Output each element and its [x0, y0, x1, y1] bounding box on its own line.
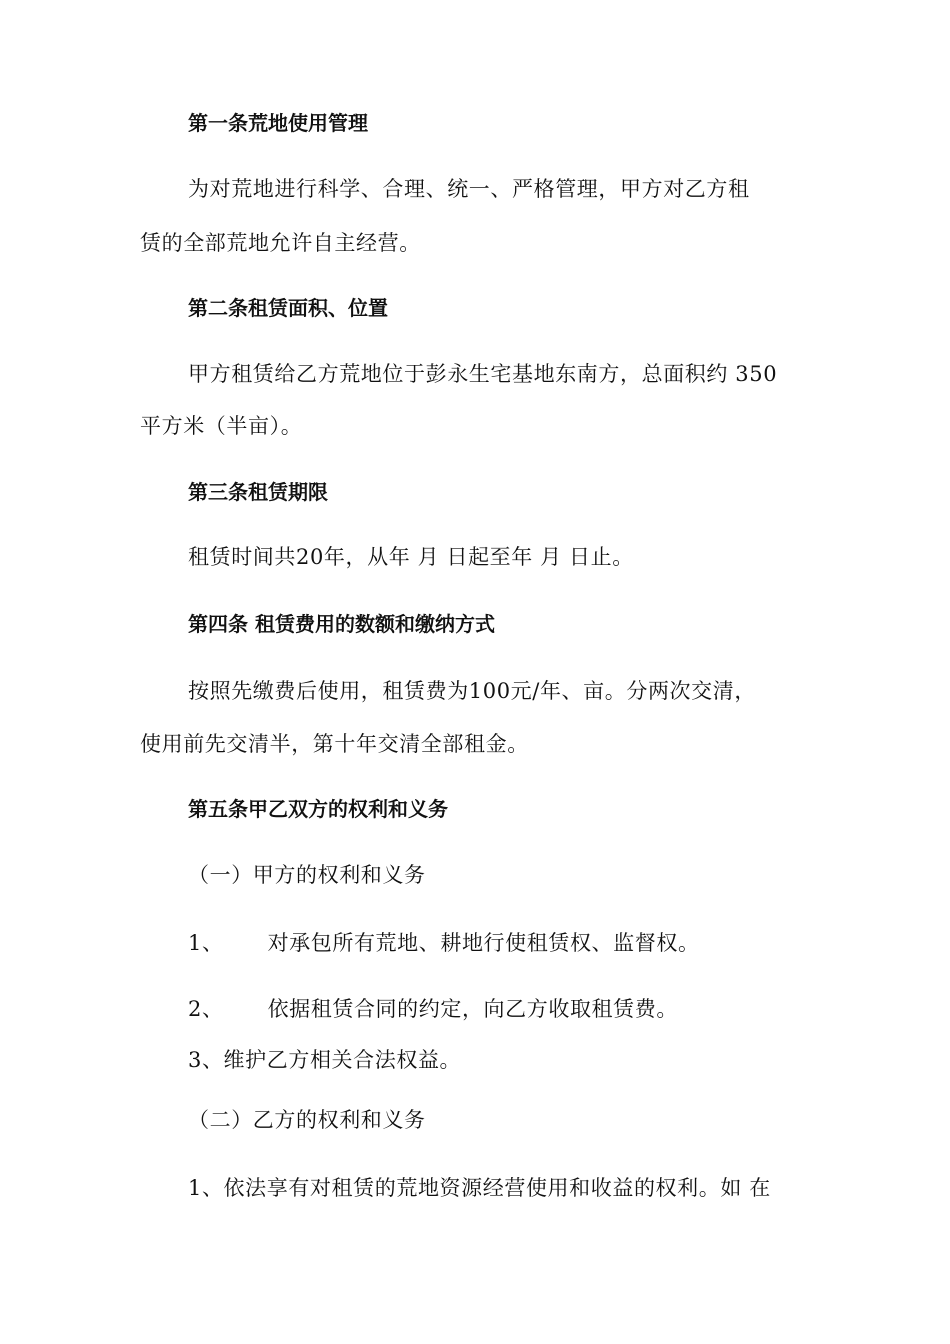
- list-item: [188, 929, 700, 957]
- subsection-heading: （二）乙方的权利和义务: [188, 1108, 426, 1132]
- subsection-heading: （一）甲方的权利和义务: [188, 863, 426, 887]
- list-item-number: 1、: [188, 931, 224, 955]
- paragraph-line: 使用前先交清半，第十年交清全部租金。: [140, 732, 529, 756]
- section-heading: 第五条甲乙双方的权利和义务: [188, 797, 448, 821]
- list-item-text: 对承包所有荒地、耕地行使租赁权、监督权。: [267, 931, 700, 955]
- paragraph-line: 赁的全部荒地允许自主经营。: [140, 231, 421, 255]
- paragraph-line: 平方米（半亩）。: [140, 414, 303, 438]
- paragraph-line: 为对荒地进行科学、合理、统一、严格管理，甲方对乙方租: [188, 177, 750, 201]
- section-heading: 第一条荒地使用管理: [188, 111, 368, 135]
- list-item-text: 依据租赁合同的约定，向乙方收取租赁费。: [267, 997, 678, 1021]
- paragraph-line: 按照先缴费后使用，租赁费为100元/年、亩。分两次交清，: [188, 679, 756, 703]
- list-item-number: 2、: [188, 997, 224, 1021]
- section-heading: 第二条租赁面积、位置: [188, 296, 388, 320]
- list-item: [188, 995, 678, 1023]
- list-item: 1、依法享有对租赁的荒地资源经营使用和收益的权利。如 在: [188, 1176, 771, 1200]
- list-item: 3、维护乙方相关合法权益。: [188, 1048, 462, 1072]
- section-heading: 第三条租赁期限: [188, 480, 328, 504]
- paragraph-line: 租赁时间共20年，从年 月 日起至年 月 日止。: [188, 545, 634, 569]
- section-heading: 第四条 租赁费用的数额和缴纳方式: [188, 612, 495, 636]
- paragraph-line: 甲方租赁给乙方荒地位于彭永生宅基地东南方，总面积约 350: [188, 362, 778, 386]
